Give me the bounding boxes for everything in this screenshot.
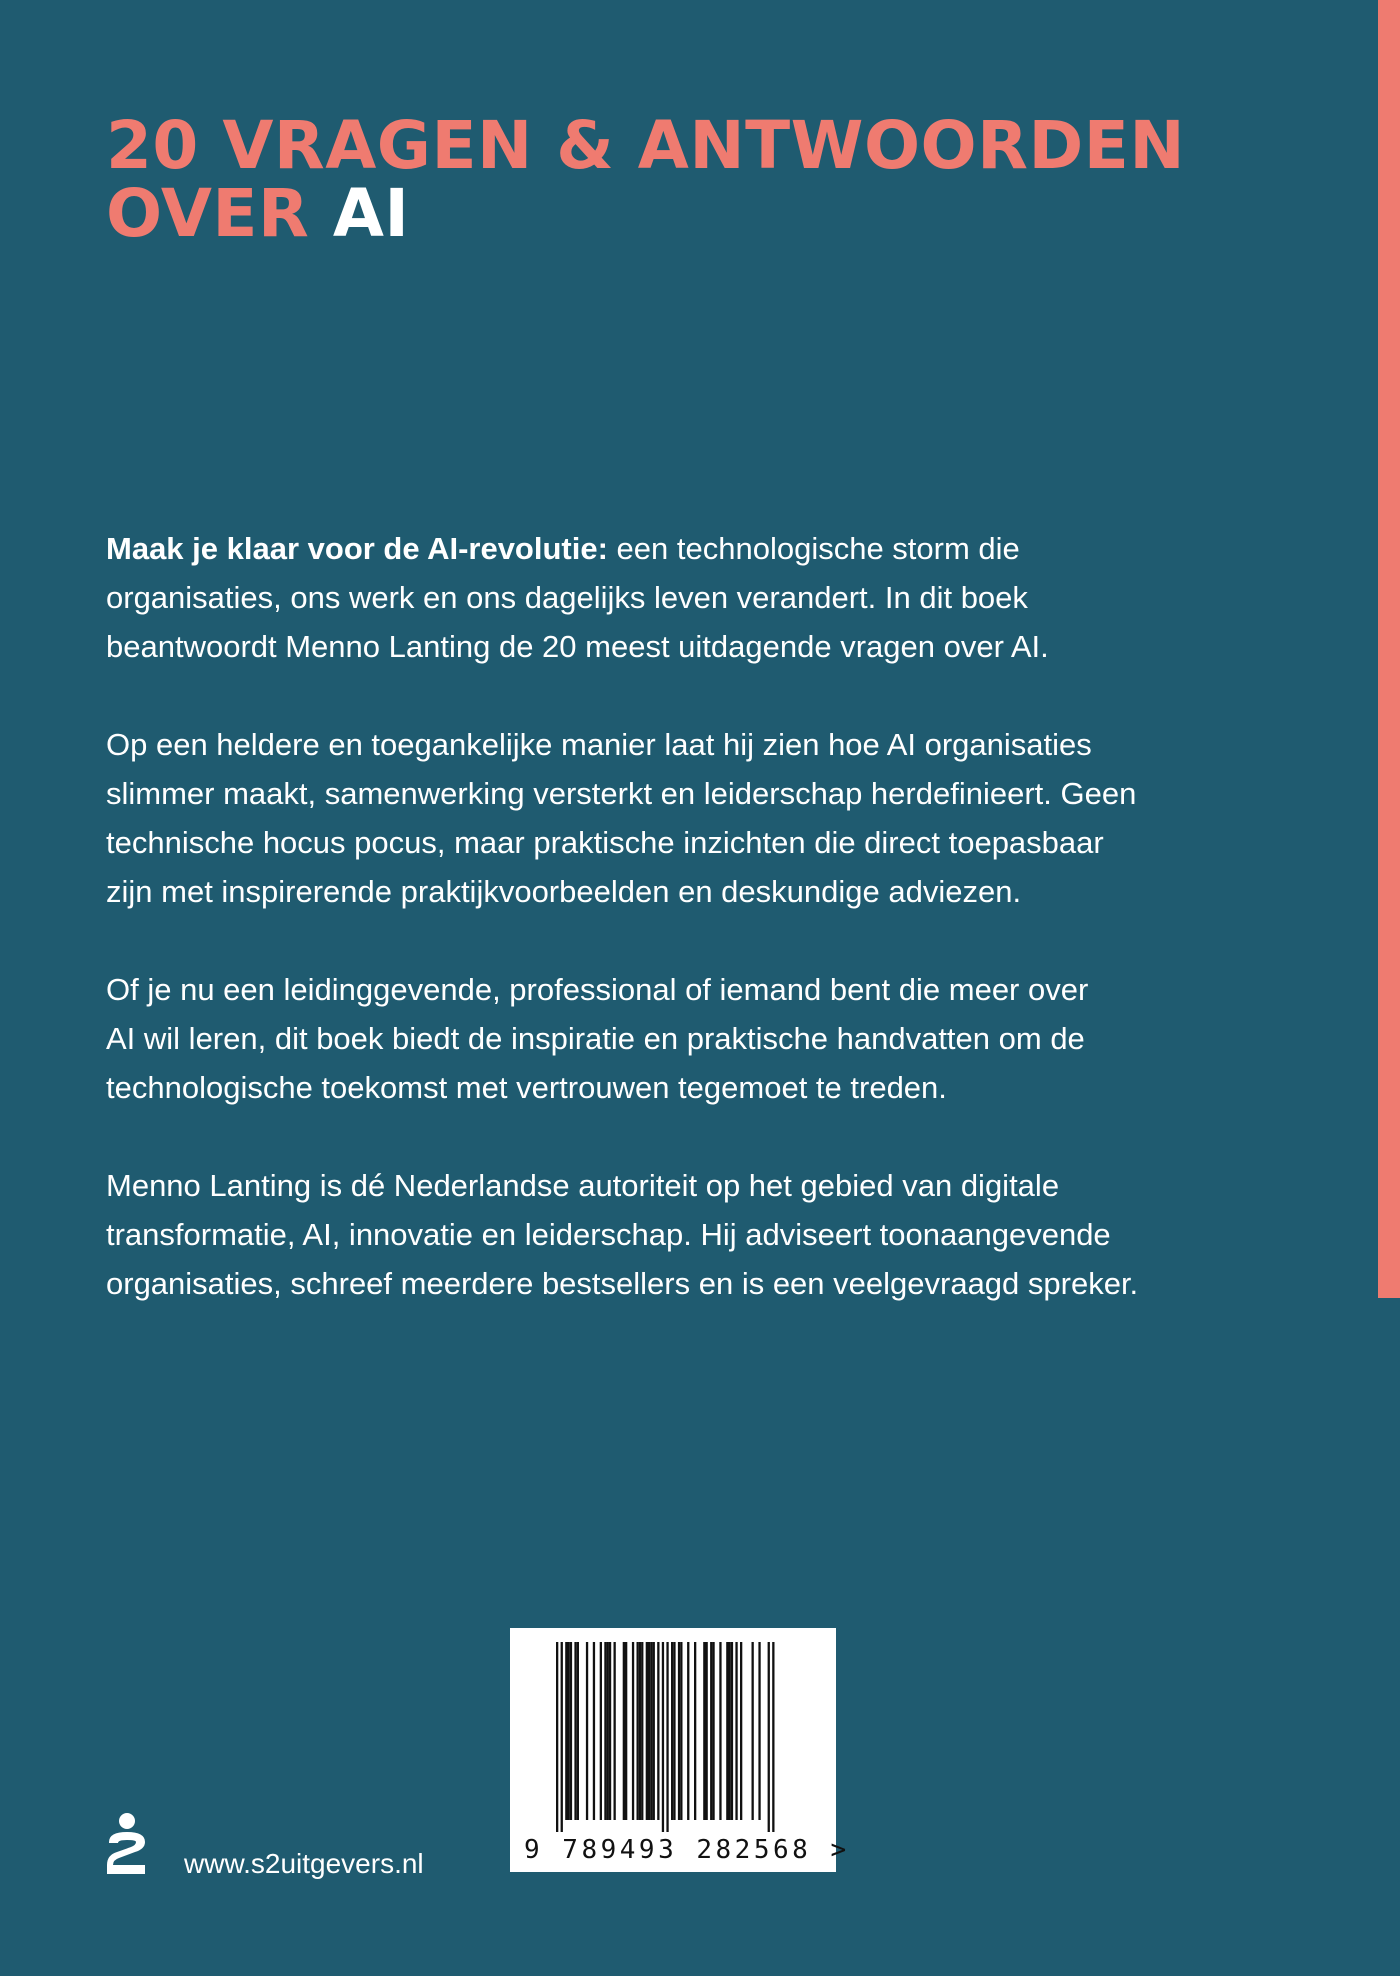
- barcode-bar: [653, 1642, 655, 1820]
- spine-accent-stripe: [1378, 0, 1400, 1298]
- barcode-bar: [719, 1642, 721, 1820]
- barcode-bar: [607, 1642, 609, 1820]
- publisher-website-link[interactable]: www.s2uitgevers.nl: [184, 1848, 424, 1879]
- barcode-bar: [726, 1642, 728, 1820]
- barcode-bar: [712, 1642, 714, 1820]
- barcode-bar: [646, 1642, 648, 1820]
- barcode-bar: [623, 1642, 625, 1820]
- barcode-bar: [680, 1642, 682, 1820]
- barcode-bar: [632, 1642, 634, 1820]
- barcode-bar: [671, 1642, 673, 1820]
- title-accent-word: OVER: [106, 175, 310, 252]
- barcode-bar: [614, 1642, 616, 1820]
- title-highlight-word: AI: [332, 175, 410, 252]
- barcode-bar: [577, 1642, 579, 1820]
- barcode-bar: [752, 1642, 754, 1820]
- barcode-bar: [609, 1642, 611, 1820]
- barcode-bar: [604, 1642, 606, 1820]
- author-bio-paragraph: Menno Lanting is dé Nederlandse autoriteit op het gebied van digitale transformatie, AI, innovatie en leiderschap. Hij adviseert toonaangevende organisaties, schreef meerdere bestsellers en is een veelgevraagd spreker.: [106, 1168, 1139, 1301]
- barcode-bar: [666, 1642, 668, 1832]
- blurb-paragraph-1: Maak je klaar voor de AI-revolutie: een technologische storm die organisaties, ons werk en ons dagelijks leven verandert. In dit boek beantwoordt Menno Lanting de 20 meest uitdagende vragen over AI.: [106, 531, 1049, 664]
- barcode-bar: [600, 1642, 602, 1820]
- barcode-bar: [729, 1642, 731, 1820]
- barcode-bar: [574, 1642, 576, 1820]
- barcode-bar: [731, 1642, 733, 1820]
- barcode-bar: [657, 1642, 659, 1820]
- barcode-bar: [639, 1642, 641, 1820]
- barcode-bars: [510, 1628, 836, 1833]
- barcode-bar: [758, 1642, 760, 1820]
- barcode-bar: [740, 1642, 742, 1820]
- barcode-bar: [648, 1642, 650, 1820]
- barcode-bar: [561, 1642, 563, 1832]
- barcode-bar: [565, 1642, 567, 1820]
- barcode-bar: [568, 1642, 570, 1820]
- barcode-bar: [703, 1642, 705, 1820]
- title-line-2: [106, 175, 1185, 252]
- barcode-bar: [710, 1642, 712, 1820]
- barcode-bar: [586, 1642, 588, 1820]
- barcode-bar: [650, 1642, 652, 1820]
- barcode-bar: [706, 1642, 708, 1820]
- barcode-bar: [768, 1642, 770, 1832]
- barcode-bar: [637, 1642, 639, 1820]
- barcode-bar: [556, 1642, 558, 1832]
- blurb-paragraph-3: Of je nu een leidinggevende, professional of iemand bent die meer over AI wil leren, dit boek biedt de inspiratie en praktische handvatten om de technologische toekomst met vertrouwen tegemoet te treden.: [106, 972, 1089, 1105]
- barcode-bar: [687, 1642, 689, 1820]
- barcode-bar: [694, 1642, 696, 1820]
- blurb-lead-bold: Maak je klaar voor de AI-revolutie:: [106, 531, 608, 566]
- barcode-bar: [570, 1642, 572, 1820]
- barcode-bar: [625, 1642, 627, 1820]
- book-title: [106, 107, 1186, 252]
- isbn-barcode: [510, 1628, 850, 1872]
- back-cover-blurb: [106, 524, 1346, 1357]
- blurb-paragraph-2: Op een heldere en toegankelijke manier laat hij zien hoe AI organisaties slimmer maakt, samenwerking versterkt en leiderschap herdefinieert. Geen technische hocus pocus, maar praktische inzichten die direct toepasbaar zijn met inspirerende praktijkvoorbeelden en deskundige adviezen.: [106, 727, 1137, 909]
- barcode-bar: [678, 1642, 680, 1820]
- title-line-1: 20 VRAGEN & ANTWOORDEN: [106, 107, 1186, 184]
- barcode-bar: [772, 1642, 774, 1832]
- barcode-bar: [735, 1642, 737, 1820]
- barcode-bar: [673, 1642, 675, 1820]
- barcode-bar: [593, 1642, 595, 1820]
- barcode-bar: [662, 1642, 664, 1832]
- isbn-number: 9 789493 282568 >: [524, 1835, 850, 1865]
- s2-publisher-logo-icon: [104, 1812, 150, 1876]
- barcode-bar: [641, 1642, 643, 1820]
